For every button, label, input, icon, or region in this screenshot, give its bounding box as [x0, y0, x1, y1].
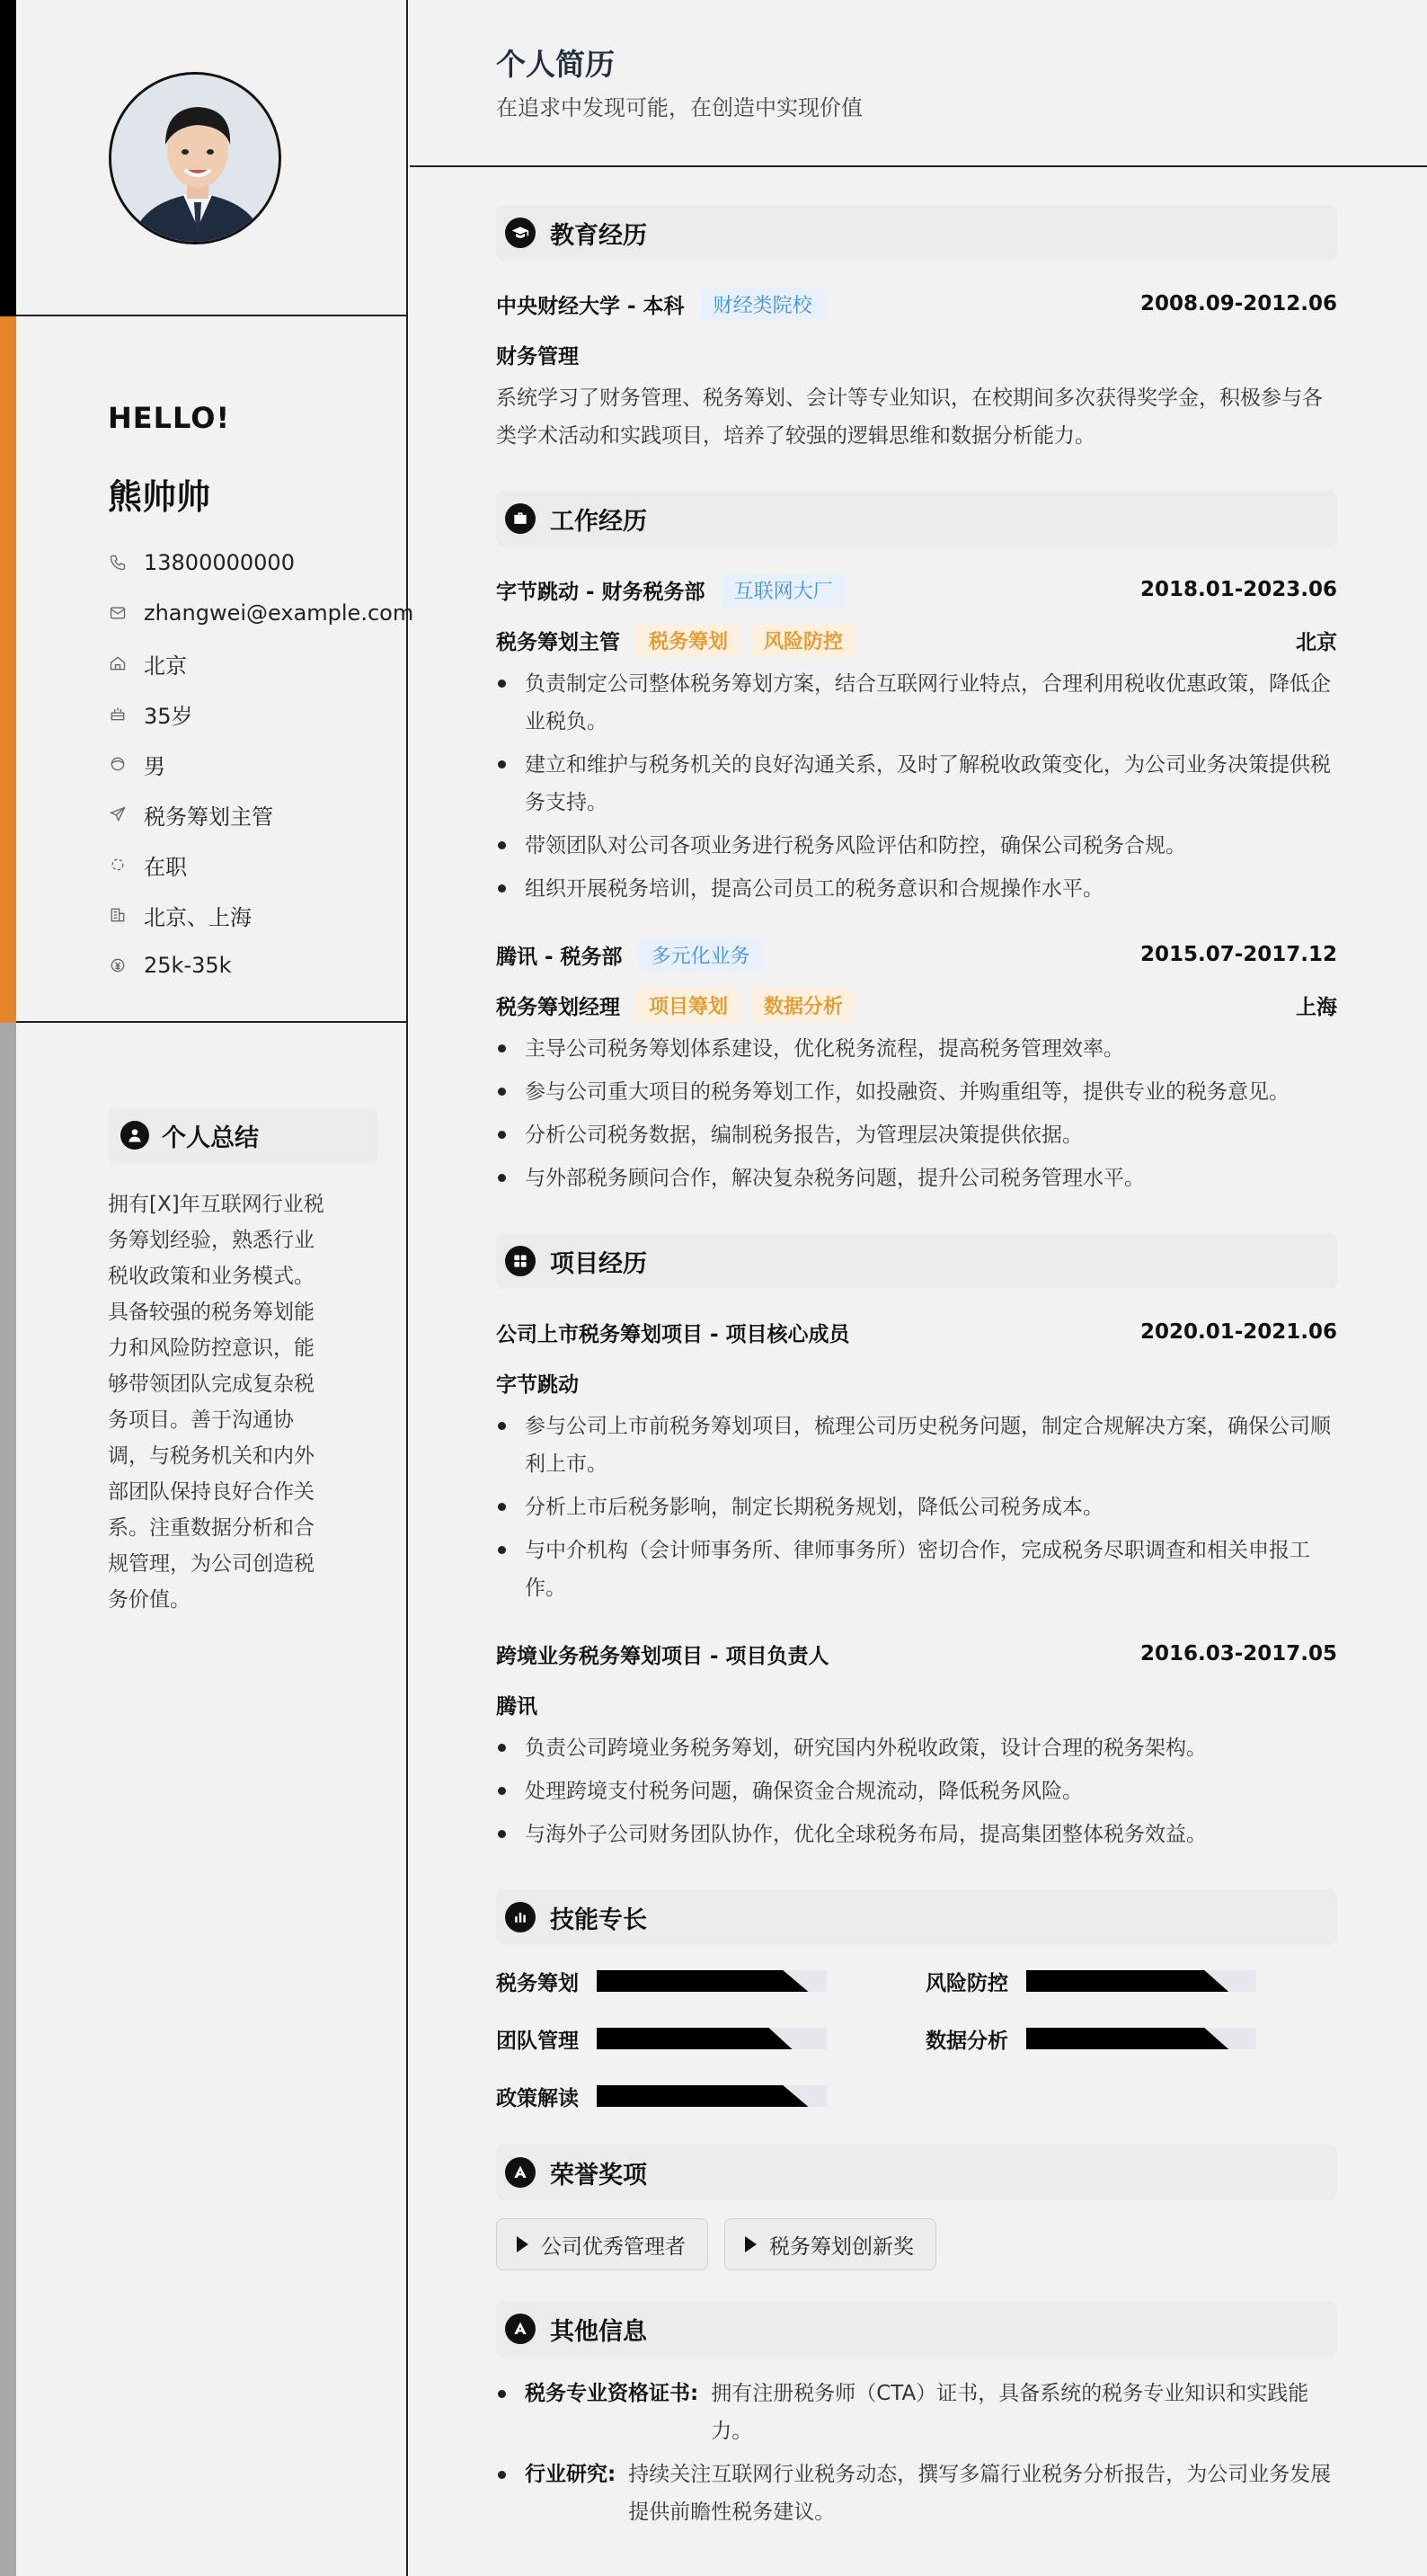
company-tag: 多元化业务: [639, 938, 763, 972]
project-entry: [496, 1307, 1337, 1607]
section-title: 技能专长: [550, 1905, 647, 1934]
education-row: [496, 279, 1337, 329]
other-value: 拥有注册税务师（CTA）证书，具备系统的税务专业知识和实践能力。: [711, 2382, 1309, 2443]
summary-title: 个人总结: [162, 1124, 259, 1152]
skill-item: [496, 2021, 926, 2056]
list-item: 与中介机构（会计师事务所、律师事务所）密切合作，完成税务尽职调查和相关申报工作。: [496, 1532, 1337, 1607]
skill-item: [496, 1963, 926, 1999]
major-row: [496, 329, 1337, 379]
list-item: 主导公司税务筹划体系建设，优化税务流程，提高税务管理效率。: [496, 1030, 1337, 1068]
project-name: 跨境业务税务筹划项目 - 项目负责人: [496, 1644, 829, 1668]
job-date: 2018.01-2023.06: [1139, 578, 1337, 601]
job-entry: [496, 929, 1337, 1197]
gender-icon: [108, 754, 128, 774]
job-city: 上海: [1296, 995, 1337, 1019]
strip-orange: [0, 316, 16, 1023]
skill-name: 风险防控: [926, 1971, 1008, 1995]
other-heading: [496, 2301, 1337, 2357]
status-icon: [108, 855, 128, 875]
skill-bar-fill: [597, 2028, 793, 2049]
list-item: 组织开展税务培训，提高公司员工的税务意识和合规操作水平。: [496, 870, 1337, 908]
sidebar: [16, 0, 414, 2576]
contact-text: 税务筹划主管: [144, 804, 273, 830]
skill-bar-fill: [597, 1970, 809, 1992]
list-item: 带领团队对公司各项业务进行税务风险评估和防控，确保公司税务合规。: [496, 827, 1337, 865]
skills-section: [496, 1889, 1337, 2114]
home-icon: [108, 653, 128, 673]
list-item: 建立和维护与税务机关的良好沟通关系，及时了解税收政策变化，为公司业务决策提供税务支持。: [496, 746, 1337, 822]
job-company: 字节跳动 - 财务税务部: [496, 580, 705, 604]
building-icon: [108, 905, 128, 925]
contact-age: [108, 688, 413, 739]
award-item: [496, 2218, 708, 2270]
work-heading: [496, 491, 1337, 546]
project-org-row: [496, 1357, 1337, 1408]
page-title: 个人简历: [496, 47, 615, 82]
contact-list: [108, 537, 413, 990]
skill-bar: [597, 2085, 827, 2107]
job-position: 税务筹划经理: [496, 995, 620, 1019]
section-title: 项目经历: [550, 1249, 647, 1278]
contact-gender: [108, 739, 413, 789]
salary-icon: [108, 955, 128, 975]
job-city: 北京: [1296, 630, 1337, 654]
person-name: 熊帅帅: [108, 477, 211, 517]
project-bullets: [496, 1408, 1337, 1607]
list-item: [496, 2456, 1337, 2531]
project-header: [496, 1629, 1337, 1679]
contact-phone: [108, 537, 413, 588]
briefcase-icon: [505, 503, 536, 534]
skill-item: [926, 1963, 1337, 1999]
list-item: 分析公司税务数据，编制税务报告，为管理层决策提供依据。: [496, 1116, 1337, 1154]
project-org-row: [496, 1679, 1337, 1729]
sidebar-divider: [16, 1021, 408, 1023]
job-position-row: [496, 980, 1337, 1030]
job-position: 税务筹划主管: [496, 630, 620, 654]
skill-bar-fill: [597, 2085, 809, 2107]
mail-icon: [108, 603, 128, 623]
phone-icon: [108, 553, 128, 573]
education-heading: [496, 205, 1337, 261]
contact-position: [108, 789, 413, 839]
award-list: [496, 2218, 1337, 2270]
grid-icon: [505, 1246, 536, 1276]
contact-city: [108, 638, 413, 688]
skill-name: 税务筹划: [496, 1971, 579, 1995]
contact-text: 在职: [144, 854, 187, 880]
section-title: 教育经历: [550, 221, 647, 250]
award-icon: [505, 2157, 536, 2188]
project-section: [496, 1233, 1337, 1853]
major: 财务管理: [496, 344, 579, 369]
skill-bar-fill: [1026, 2028, 1228, 2049]
skills-grid: [496, 1963, 1337, 2114]
work-section: [496, 491, 1337, 1197]
project-date: 2016.03-2017.05: [1139, 1642, 1337, 1666]
list-item: 参与公司重大项目的税务筹划工作，如投融资、并购重组等，提供专业的税务意见。: [496, 1073, 1337, 1111]
send-icon: [108, 804, 128, 824]
skill-name: 团队管理: [496, 2029, 579, 2053]
skills-heading: [496, 1889, 1337, 1945]
avatar: [109, 72, 281, 244]
other-key: 税务专业资格证书:: [525, 2382, 699, 2405]
position-tag: 项目筹划: [636, 989, 740, 1022]
job-bullets: [496, 665, 1337, 908]
list-item: 负责公司跨境业务税务筹划，研究国内外税收政策，设计合理的税务架构。: [496, 1729, 1337, 1767]
position-tag: 数据分析: [751, 989, 855, 1022]
school-tag: 财经类院校: [701, 288, 825, 321]
job-bullets: [496, 1030, 1337, 1197]
skill-bar: [597, 2028, 827, 2049]
project-org: 字节跳动: [496, 1372, 579, 1397]
skill-bar: [1026, 1970, 1256, 1992]
job-company: 腾讯 - 税务部: [496, 945, 623, 969]
list-item: [496, 2375, 1337, 2450]
job-entry: [496, 564, 1337, 908]
contact-text: zhangwei@example.com: [144, 600, 414, 626]
other-list: [496, 2375, 1337, 2531]
award-item: [724, 2218, 936, 2270]
list-item: 与海外子公司财务团队协作，优化全球税务布局，提高集团整体税务效益。: [496, 1816, 1337, 1853]
contact-status: [108, 839, 413, 890]
award-label: 公司优秀管理者: [541, 2234, 686, 2259]
contact-text: 北京、上海: [144, 904, 252, 930]
contact-text: 25k-35k: [144, 953, 232, 978]
section-title: 荣誉奖项: [550, 2161, 647, 2190]
project-name: 公司上市税务筹划项目 - 项目核心成员: [496, 1322, 850, 1346]
contact-text: 35岁: [144, 703, 193, 729]
contact-text: 男: [144, 753, 165, 779]
page-subtitle: 在追求中发现可能，在创造中实现价值: [496, 95, 863, 120]
skill-name: 政策解读: [496, 2086, 579, 2110]
strip-gray: [0, 1023, 16, 2576]
list-item: 处理跨境支付税务问题，确保资金合规流动，降低税务风险。: [496, 1772, 1337, 1810]
bar-chart-icon: [505, 1902, 536, 1932]
list-item: 负责制定公司整体税务筹划方案，结合互联网行业特点，合理利用税收优惠政策，降低企业税负。: [496, 665, 1337, 741]
project-entry: [496, 1629, 1337, 1853]
page-header: [410, 0, 1427, 167]
section-title: 其他信息: [550, 2317, 647, 2346]
user-icon: [120, 1121, 149, 1150]
project-header: [496, 1307, 1337, 1357]
summary-heading: [108, 1107, 377, 1163]
sidebar-divider: [16, 315, 408, 316]
job-header: [496, 929, 1337, 980]
other-key: 行业研究:: [525, 2463, 616, 2486]
company-tag: 互联网大厂: [722, 573, 846, 607]
play-icon: [745, 2236, 757, 2252]
education-section: [496, 205, 1337, 455]
project-bullets: [496, 1729, 1337, 1853]
job-header: [496, 564, 1337, 615]
hello-heading: HELLO!: [108, 401, 231, 435]
contact-text: 13800000000: [144, 550, 295, 575]
skill-item: [496, 2078, 926, 2114]
section-title: 工作经历: [550, 507, 647, 536]
contact-work-city: [108, 890, 413, 940]
honors-section: [496, 2145, 1337, 2270]
honors-heading: [496, 2145, 1337, 2200]
other-section: [496, 2301, 1337, 2531]
school-name: 中央财经大学 - 本科: [496, 294, 685, 318]
contact-email: [108, 588, 413, 638]
graduation-cap-icon: [505, 218, 536, 248]
project-date: 2020.01-2021.06: [1139, 1320, 1337, 1344]
skill-bar-fill: [1026, 1970, 1228, 1992]
list-item: 参与公司上市前税务筹划项目，梳理公司历史税务问题，制定合规解决方案，确保公司顺利上市。: [496, 1408, 1337, 1483]
info-icon: [505, 2314, 536, 2344]
cake-icon: [108, 704, 128, 724]
skill-bar: [597, 1970, 827, 1992]
contact-text: 北京: [144, 653, 187, 679]
project-org: 腾讯: [496, 1694, 537, 1719]
education-desc: 系统学习了财务管理、税务筹划、会计等专业知识，在校期间多次获得奖学金，积极参与各类学术活动和实践项目，培养了较强的逻辑思维和数据分析能力。: [496, 386, 1323, 448]
play-icon: [517, 2236, 528, 2252]
education-date: 2008.09-2012.06: [1139, 292, 1337, 315]
job-position-row: [496, 615, 1337, 665]
skill-name: 数据分析: [926, 2029, 1008, 2053]
position-tag: 风险防控: [751, 624, 855, 657]
avatar-portrait: [111, 75, 281, 244]
list-item: 分析上市后税务影响，制定长期税务规划，降低公司税务成本。: [496, 1488, 1337, 1526]
job-date: 2015.07-2017.12: [1139, 943, 1337, 966]
other-value: 持续关注互联网行业税务动态，撰写多篇行业税务分析报告，为公司业务发展提供前瞻性税务建议。: [628, 2463, 1332, 2524]
award-label: 税务筹划创新奖: [769, 2234, 914, 2259]
skill-item: [926, 2021, 1337, 2056]
project-heading: [496, 1233, 1337, 1289]
position-tag: 税务筹划: [636, 624, 740, 657]
strip-black: [0, 0, 16, 316]
main-content: [410, 0, 1427, 2576]
contact-salary: [108, 940, 413, 990]
resume-body: [496, 205, 1337, 2536]
list-item: 与外部税务顾问合作，解决复杂税务问题，提升公司税务管理水平。: [496, 1159, 1337, 1197]
skill-bar: [1026, 2028, 1256, 2049]
summary-text: 拥有[X]年互联网行业税务筹划经验，熟悉行业税收政策和业务模式。具备较强的税务筹划能力和风险防控意识，能够带领团队完成复杂税务项目。善于沟通协调，与税务机关和内外部团队保持良好合作关系。注重数据分析和合规管理，为公司创造税务价值。: [108, 1193, 324, 1612]
